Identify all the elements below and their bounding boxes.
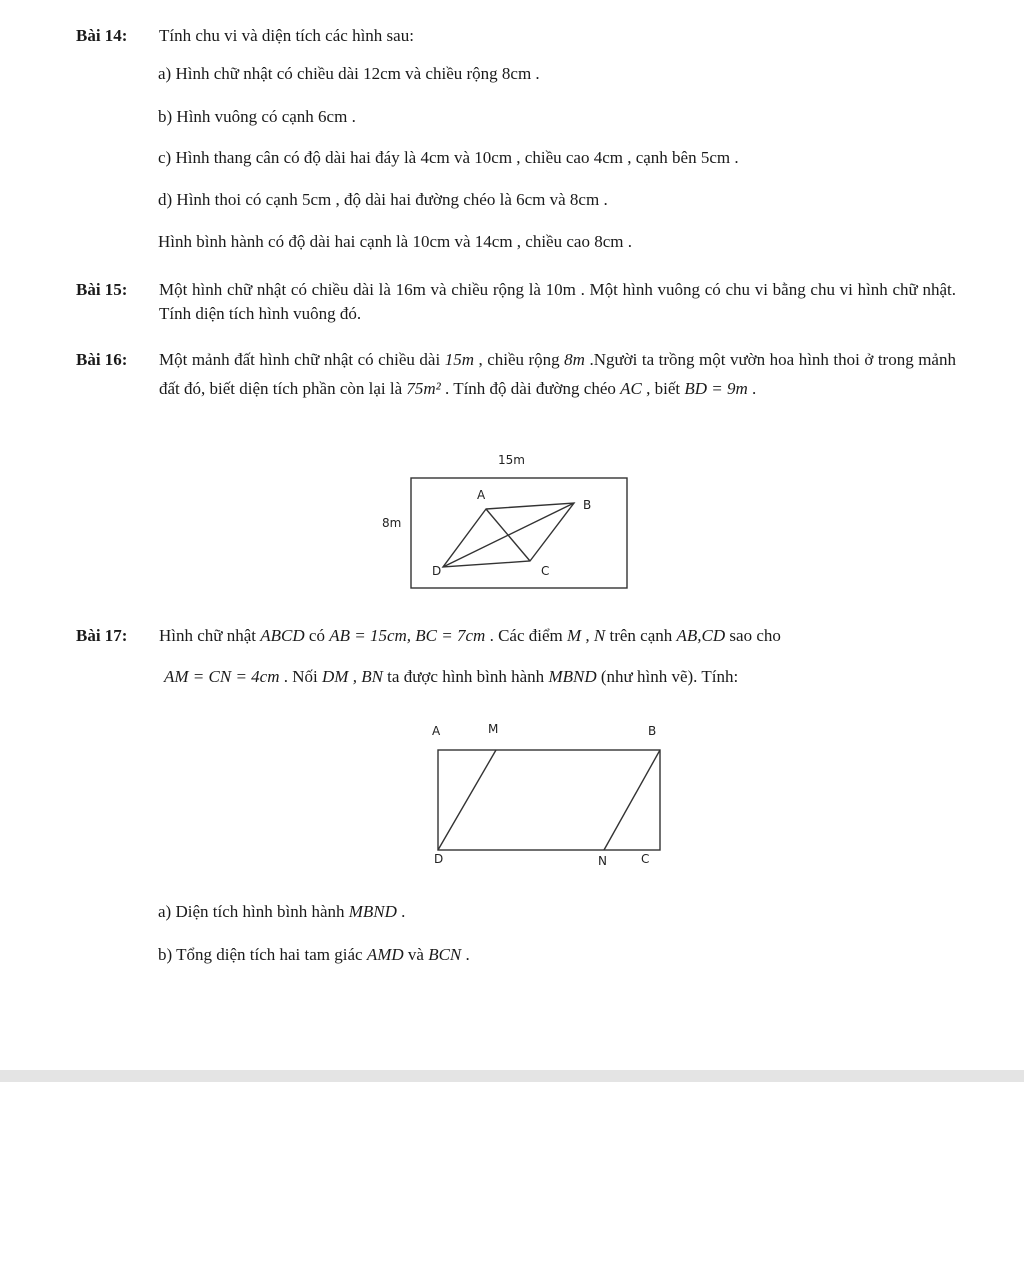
problem-14-item-d: d) Hình thoi có cạnh 5cm , độ dài hai đường chéo là 6cm và 8cm . xyxy=(158,190,608,209)
math-am-cn: AM = CN = 4cm xyxy=(164,667,280,686)
label-8m: 8m xyxy=(382,516,402,530)
text: .Người ta trồng một vườn hoa hình thoi ở trong mảnh đất đó, biết diện tích phần còn lại là xyxy=(159,350,956,398)
text: , biết xyxy=(641,379,685,398)
figure-16-drawing xyxy=(370,445,650,595)
math-amd: AMD xyxy=(366,945,404,964)
label-a: A xyxy=(432,724,441,738)
segment-bn xyxy=(604,750,660,850)
problem-17-line-2 xyxy=(164,667,738,687)
problem-17-question-b xyxy=(158,945,470,965)
text: , chiều rộng xyxy=(473,350,565,369)
page-divider xyxy=(0,1070,1024,1082)
label-c: C xyxy=(641,852,650,866)
figure-rhombus-garden xyxy=(370,445,650,595)
text: . Nối xyxy=(279,667,322,686)
problem-16-stem xyxy=(159,345,956,403)
math-width: 8m xyxy=(564,350,585,369)
problem-17-title: Bài 17: xyxy=(76,626,128,645)
text: (như hình vẽ). Tính: xyxy=(596,667,739,686)
math-bcn: BCN xyxy=(428,945,462,964)
text: trên cạnh xyxy=(605,626,677,645)
label-d: D xyxy=(434,852,444,866)
rectangle-abcd xyxy=(438,750,660,850)
problem-14-item-e: Hình bình hành có độ dài hai cạnh là 10cm và 14cm , chiều cao 8cm . xyxy=(158,232,632,251)
text: ta được hình bình hành xyxy=(382,667,549,686)
text: có xyxy=(304,626,330,645)
math-bd: BD = 9m xyxy=(684,379,748,398)
label-15m: 15m xyxy=(498,453,525,467)
label-m: M xyxy=(488,722,499,736)
text: . Các điểm xyxy=(485,626,567,645)
figure-parallelogram xyxy=(420,712,680,882)
math-area: 75m² xyxy=(406,379,441,398)
math-abcd: ABCD xyxy=(260,626,305,645)
math-ac: AC xyxy=(620,379,642,398)
text: sao cho xyxy=(725,626,781,645)
problem-14-stem: Tính chu vi và diện tích các hình sau: xyxy=(159,26,414,45)
math-ab-bc: AB = 15cm, BC = 7cm xyxy=(329,626,486,645)
text: và xyxy=(403,945,429,964)
problem-17-line-1 xyxy=(159,624,956,648)
text: Một mảnh đất hình chữ nhật có chiều dài xyxy=(159,350,445,369)
diagonal-bd xyxy=(443,503,574,567)
text: . xyxy=(461,945,470,964)
math-ab-cd: AB,CD xyxy=(676,626,726,645)
label-n: N xyxy=(598,854,607,868)
math-length: 15m xyxy=(444,350,474,369)
text: . Tính độ dài đường chéo xyxy=(440,379,621,398)
problem-17-question-a xyxy=(158,902,405,922)
math-dm-bn: DM , BN xyxy=(322,667,383,686)
text: . xyxy=(747,379,757,398)
text: . xyxy=(396,902,406,921)
land-rectangle xyxy=(411,478,627,588)
label-d: D xyxy=(432,564,442,578)
segment-dm xyxy=(438,750,496,850)
problem-15-stem: Một hình chữ nhật có chiều dài là 16m và chiều rộng là 10m . Một hình vuông có chu vi bằng chu vi hình chữ nhật. Tính diện tích hình vuông đó. xyxy=(159,280,956,323)
text: Hình chữ nhật xyxy=(159,626,261,645)
math-mbnd: MBND xyxy=(548,667,597,686)
label-c: C xyxy=(541,564,550,578)
math-mn: M , N xyxy=(566,626,606,645)
label-a: A xyxy=(477,488,486,502)
problem-14-item-a: a) Hình chữ nhật có chiều dài 12cm và chiều rộng 8cm . xyxy=(158,64,540,83)
problem-14-item-b: b) Hình vuông có cạnh 6cm . xyxy=(158,107,356,126)
problem-14-title: Bài 14: xyxy=(76,26,128,45)
problem-16-title: Bài 16: xyxy=(76,350,128,369)
math-mbnd: MBND xyxy=(348,902,397,921)
text: b) Tổng diện tích hai tam giác xyxy=(158,945,367,964)
problem-14-item-c: c) Hình thang cân có độ dài hai đáy là 4cm và 10cm , chiều cao 4cm , cạnh bên 5cm . xyxy=(158,148,739,167)
label-b: B xyxy=(648,724,657,738)
text: a) Diện tích hình bình hành xyxy=(158,902,349,921)
blank-area xyxy=(0,1082,1024,1280)
problem-15-title: Bài 15: xyxy=(76,280,128,299)
label-b: B xyxy=(583,498,592,512)
